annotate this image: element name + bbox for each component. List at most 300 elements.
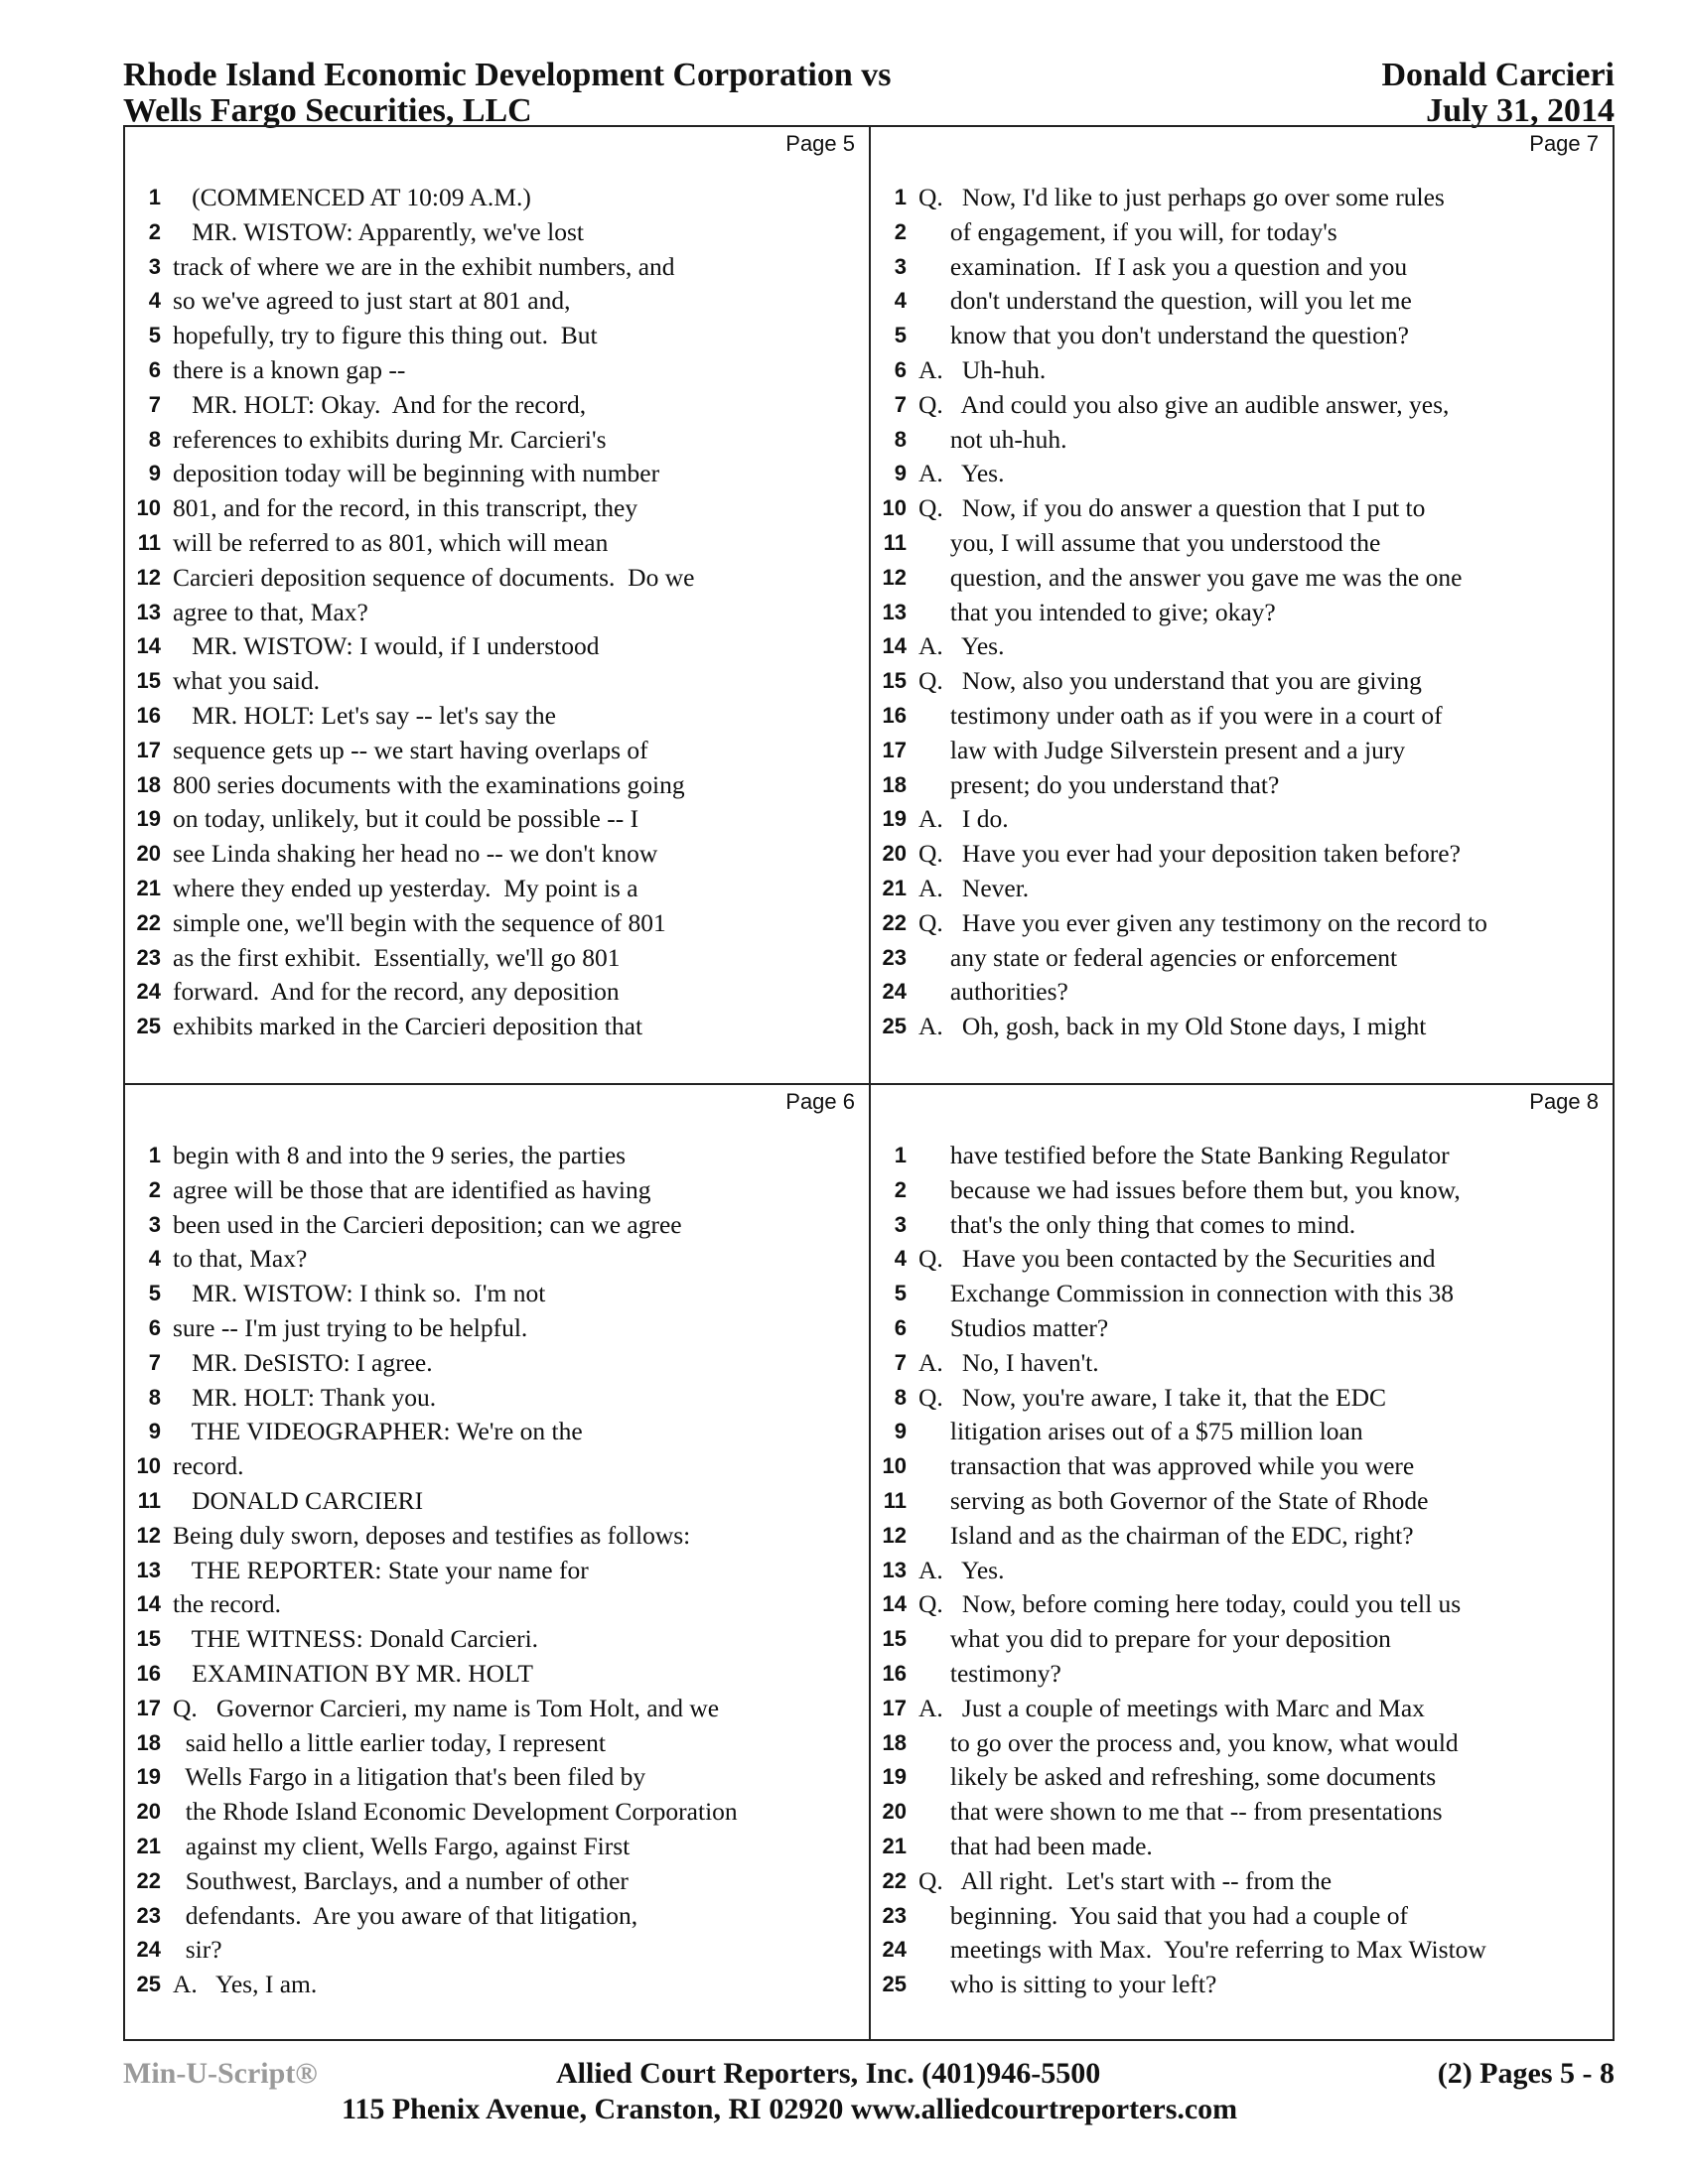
transcript-line [871,1622,1613,1657]
transcript-line [871,457,1613,491]
line-number: 1 [894,1143,907,1167]
line-number: 15 [136,668,161,694]
transcript-line [125,423,869,458]
transcript-line [125,181,869,215]
line-text: agree to that, Max? [173,597,368,626]
line-number: 11 [137,529,161,555]
transcript-line [125,1381,869,1416]
line-number: 10 [136,495,161,521]
transcript-line [125,284,869,319]
transcript-line [125,734,869,768]
line-text: Q. Now, if you do answer a question that I put to [918,493,1426,523]
line-text: Studios matter? [918,1312,1109,1342]
line-text: references to exhibits during Mr. Carcieri's [173,424,607,454]
page-label: Page 8 [1529,1089,1599,1114]
line-text: MR. WISTOW: Apparently, we've lost [173,216,584,246]
transcript-line [125,1726,869,1761]
transcript-line [125,1173,869,1208]
transcript-line [125,1657,869,1692]
transcript-line [125,1760,869,1795]
line-text: MR. WISTOW: I think so. I'm not [173,1279,546,1308]
line-number: 3 [148,253,161,279]
line-text: hopefully, try to figure this thing out. But [173,321,598,350]
transcript-line [871,1484,1613,1519]
line-number: 17 [136,737,161,762]
line-number: 21 [136,1833,161,1858]
line-number: 12 [882,564,907,590]
line-number: 20 [882,841,907,867]
line-text: law with Judge Silverstein present and a jury [918,735,1406,764]
line-number: 2 [148,1176,161,1202]
transcript-line [125,596,869,630]
line-text: Q. Now, you're aware, I take it, that the EDC [918,1382,1387,1412]
line-number: 16 [882,1660,907,1686]
line-number: 17 [136,1695,161,1720]
line-text: THE REPORTER: State your name for [173,1555,589,1584]
case-caption [123,58,892,129]
line-text: MR. DeSISTO: I agree. [173,1347,433,1377]
line-number: 13 [882,1557,907,1582]
line-number: 8 [894,426,907,452]
line-text: Southwest, Barclays, and a number of other [173,1865,629,1895]
witness-info [1381,58,1615,129]
transcript-line [871,1277,1613,1311]
line-number: 19 [136,1764,161,1790]
line-number: 25 [136,1972,161,1997]
line-text: been used in the Carcieri deposition; can we agree [173,1209,682,1239]
transcript-line [125,561,869,596]
line-text: of engagement, if you will, for today's [918,216,1337,246]
transcript-line [125,768,869,803]
line-text: A. Yes. [918,631,1005,661]
line-number: 5 [894,1281,907,1306]
line-text: litigation arises out of a $75 million loan [918,1417,1363,1446]
transcript-line [871,1760,1613,1795]
line-number: 16 [136,1660,161,1686]
line-number: 11 [883,1487,907,1513]
line-number: 25 [882,1014,907,1039]
line-text: A. Uh-huh. [918,354,1047,384]
line-number: 17 [882,1695,907,1720]
transcript-lines [125,181,869,1044]
transcript-line [125,1519,869,1554]
transcript-line [125,664,869,699]
line-number: 15 [136,1626,161,1652]
transcript-line [871,1381,1613,1416]
line-text: Island and as the chairman of the EDC, right? [918,1520,1414,1550]
transcript-line [871,699,1613,734]
transcript-line [871,1692,1613,1726]
line-number: 3 [894,253,907,279]
transcript-line [871,1208,1613,1243]
transcript-line [871,1449,1613,1484]
transcript-line [125,872,869,906]
line-number: 17 [882,737,907,762]
line-number: 10 [882,1453,907,1479]
line-number: 4 [894,288,907,314]
line-number: 6 [148,1314,161,1340]
line-text: don't understand the question, will you let me [918,286,1412,316]
line-text: sure -- I'm just trying to be helpful. [173,1312,528,1342]
line-text: said hello a little earlier today, I represent [173,1727,606,1757]
line-number: 12 [136,1522,161,1548]
line-text: that were shown to me that -- from presentations [918,1797,1443,1827]
transcript-line [871,215,1613,250]
line-number: 8 [894,1384,907,1410]
line-text: have testified before the State Banking Regulator [918,1141,1450,1169]
line-number: 1 [894,185,907,209]
line-text: the record. [173,1589,282,1619]
transcript-line [871,1726,1613,1761]
line-text: as the first exhibit. Essentially, we'll go 801 [173,942,621,972]
line-number: 7 [894,1349,907,1375]
transcript-line [871,664,1613,699]
transcript-line [871,975,1613,1010]
line-number: 14 [136,633,161,659]
line-text: Q. And could you also give an audible answer, yes, [918,389,1450,419]
line-number: 4 [148,1246,161,1272]
line-number: 22 [882,909,907,935]
line-text: see Linda shaking her head no -- we don't know [173,839,658,869]
line-text: track of where we are in the exhibit numbers, and [173,251,675,281]
line-number: 22 [882,1867,907,1893]
line-number: 20 [136,841,161,867]
line-text: where they ended up yesterday. My point is a [173,873,638,902]
transcript-line [125,1622,869,1657]
line-number: 2 [148,218,161,244]
line-number: 7 [148,1349,161,1375]
line-number: 5 [148,323,161,348]
line-text: deposition today will be beginning with number [173,459,660,488]
line-text: simple one, we'll begin with the sequence of 801 [173,907,666,937]
line-text: who is sitting to your left? [918,1970,1217,1999]
transcript-line [871,1242,1613,1277]
transcript-line [871,1139,1613,1173]
line-number: 1 [148,1143,161,1167]
line-number: 22 [136,1867,161,1893]
line-text: the Rhode Island Economic Development Corporation [173,1797,738,1827]
line-text: present; do you understand that? [918,769,1280,799]
line-text: Q. Have you ever given any testimony on the record to [918,907,1487,937]
line-number: 9 [894,461,907,486]
line-text: transaction that was approved while you were [918,1451,1415,1481]
line-text: record. [173,1451,244,1481]
line-text: THE WITNESS: Donald Carcieri. [173,1624,539,1654]
line-text: Exchange Commission in connection with this 38 [918,1279,1454,1308]
line-number: 12 [136,564,161,590]
transcript-line [125,353,869,388]
line-number: 15 [882,668,907,694]
line-text: know that you don't understand the question? [918,321,1409,350]
line-text: Q. Governor Carcieri, my name is Tom Holt, and we [173,1693,720,1722]
line-text: Wells Fargo in a litigation that's been filed by [173,1762,646,1792]
transcript-lines [125,1139,869,2002]
transcript-line [125,1449,869,1484]
transcript-line [871,906,1613,941]
line-text: MR. WISTOW: I would, if I understood [173,631,600,661]
line-text: against my client, Wells Fargo, against First [173,1831,631,1860]
line-number: 7 [148,391,161,417]
line-text: A. No, I haven't. [918,1347,1099,1377]
transcript-line [871,1415,1613,1449]
transcript-line [871,423,1613,458]
line-number: 13 [136,1557,161,1582]
transcript-line [125,1346,869,1381]
transcript-line [125,906,869,941]
line-text: will be referred to as 801, which will mean [173,527,609,557]
line-text: Q. Have you been contacted by the Securities and [918,1244,1436,1274]
line-text: testimony? [918,1658,1061,1688]
line-text: that's the only thing that comes to mind. [918,1209,1356,1239]
line-number: 21 [882,1833,907,1858]
line-text: that you intended to give; okay? [918,597,1276,626]
line-number: 19 [882,1764,907,1790]
line-text: authorities? [918,977,1068,1007]
line-number: 23 [136,944,161,970]
line-text: 800 series documents with the examinations going [173,769,685,799]
line-number: 19 [136,806,161,832]
line-text: likely be asked and refreshing, some documents [918,1762,1437,1792]
transcript-line [125,457,869,491]
line-number: 14 [882,633,907,659]
line-text: to that, Max? [173,1244,308,1274]
line-number: 19 [882,806,907,832]
case-caption-line-1: Rhode Island Economic Development Corporation vs [123,57,892,93]
line-number: 22 [136,909,161,935]
line-number: 4 [894,1246,907,1272]
line-text: Being duly sworn, deposes and testifies as follows: [173,1520,691,1550]
transcript-line [871,629,1613,664]
line-number: 21 [882,875,907,900]
transcript-line [871,250,1613,285]
transcript-line [871,734,1613,768]
line-text: meetings with Max. You're referring to Max Wistow [918,1935,1486,1965]
line-text: to go over the process and, you know, what would [918,1727,1459,1757]
line-number: 4 [148,288,161,314]
line-text: not uh-huh. [918,424,1067,454]
transcript-line [125,1587,869,1622]
line-number: 25 [882,1972,907,1997]
line-number: 9 [148,1419,161,1444]
transcript-line [871,837,1613,872]
transcript-line [125,491,869,526]
line-text: sir? [173,1935,222,1965]
line-text: MR. HOLT: Thank you. [173,1382,437,1412]
case-caption-line-2: Wells Fargo Securities, LLC [123,92,532,129]
transcript-line [125,1311,869,1346]
line-text: exhibits marked in the Carcieri deposition that [173,1012,643,1041]
line-text: defendants. Are you aware of that litigation, [173,1900,638,1930]
transcript-line [125,1277,869,1311]
line-text: (COMMENCED AT 10:09 A.M.) [173,183,531,211]
line-number: 3 [148,1211,161,1237]
line-text: question, and the answer you gave me was the one [918,562,1463,592]
line-number: 14 [882,1591,907,1617]
transcript-lines [871,1139,1613,2002]
transcript-line [871,491,1613,526]
line-text: THE VIDEOGRAPHER: We're on the [173,1417,583,1446]
transcript-line [871,561,1613,596]
line-number: 16 [882,702,907,728]
line-number: 2 [894,218,907,244]
line-number: 16 [136,702,161,728]
line-text: serving as both Governor of the State of Rhode [918,1485,1429,1515]
transcript-line [125,1899,869,1934]
transcript-line [871,596,1613,630]
line-text: MR. HOLT: Let's say -- let's say the [173,700,556,730]
page-label: Page 7 [1529,131,1599,156]
transcript-line [125,941,869,976]
line-number: 1 [148,185,161,209]
transcript-line [871,1010,1613,1044]
transcript-line [125,1554,869,1588]
line-text: that had been made. [918,1831,1153,1860]
transcript-line [871,1899,1613,1934]
transcript-line [125,629,869,664]
transcript-line [125,802,869,837]
deposition-date: July 31, 2014 [1426,92,1615,129]
line-number: 9 [148,461,161,486]
page-label: Page 5 [785,131,855,156]
line-text: A. Just a couple of meetings with Marc and Max [918,1693,1425,1722]
line-number: 18 [882,771,907,797]
line-number: 12 [882,1522,907,1548]
line-number: 6 [894,1314,907,1340]
transcript-line [125,1415,869,1449]
transcript-line [125,250,869,285]
line-text: A. Yes. [918,1555,1005,1584]
transcript-line [125,1968,869,2002]
line-number: 10 [882,495,907,521]
line-text: Carcieri deposition sequence of documents. Do we [173,562,695,592]
line-text: Q. Now, also you understand that you are giving [918,666,1422,696]
transcript-line [125,1242,869,1277]
line-number: 18 [136,1729,161,1755]
line-number: 24 [136,1937,161,1963]
line-number: 6 [148,356,161,382]
line-text: Q. All right. Let's start with -- from the [918,1865,1333,1895]
transcript-line [871,802,1613,837]
transcript-line [871,181,1613,215]
line-text: A. Oh, gosh, back in my Old Stone days, I might [918,1012,1427,1041]
line-text: A. Yes. [918,459,1005,488]
line-text: on today, unlikely, but it could be possible -- I [173,804,639,834]
transcript-line [871,319,1613,353]
line-number: 23 [136,1902,161,1928]
transcript-page [871,1085,1613,2041]
transcript-line [871,1311,1613,1346]
transcript-grid [123,125,1615,2041]
line-text: begin with 8 and into the 9 series, the parties [173,1141,627,1169]
transcript-line [871,1968,1613,2002]
line-number: 24 [136,979,161,1005]
line-number: 18 [882,1729,907,1755]
transcript-line [871,388,1613,423]
transcript-line [871,1173,1613,1208]
line-number: 20 [882,1799,907,1825]
transcript-line [125,837,869,872]
line-number: 13 [882,599,907,624]
line-number: 9 [894,1419,907,1444]
transcript-line [871,941,1613,976]
line-number: 5 [148,1281,161,1306]
line-number: 7 [894,391,907,417]
transcript-line [871,1830,1613,1864]
line-number: 5 [894,323,907,348]
line-text: Q. Now, before coming here today, could you tell us [918,1589,1462,1619]
transcript-line [125,1139,869,1173]
line-text: because we had issues before them but, you know, [918,1174,1461,1204]
transcript-line [125,1933,869,1968]
line-text: MR. HOLT: Okay. And for the record, [173,389,587,419]
line-number: 23 [882,1902,907,1928]
line-number: 14 [136,1591,161,1617]
line-number: 10 [136,1453,161,1479]
line-number: 24 [882,1937,907,1963]
line-text: A. Yes, I am. [173,1970,318,1999]
line-number: 11 [883,529,907,555]
line-text: A. Never. [918,873,1030,902]
line-number: 2 [894,1176,907,1202]
line-number: 24 [882,979,907,1005]
line-text: EXAMINATION BY MR. HOLT [173,1658,533,1688]
line-number: 3 [894,1211,907,1237]
reporter-address: 115 Phenix Avenue, Cranston, RI 02920 www.alliedcourtreporters.com [342,2093,1238,2125]
transcript-line [125,1830,869,1864]
transcript-line [125,526,869,561]
brand-mark: Min-U-Script® [123,2057,318,2090]
transcript-lines [871,181,1613,1044]
transcript-line [125,1864,869,1899]
line-text: Q. Have you ever had your deposition taken before? [918,839,1461,869]
transcript-line [125,388,869,423]
transcript-line [125,1484,869,1519]
line-text: beginning. You said that you had a couple of [918,1900,1408,1930]
transcript-line [125,699,869,734]
line-text: what you did to prepare for your deposition [918,1624,1391,1654]
transcript-line [871,1519,1613,1554]
line-number: 15 [882,1626,907,1652]
line-text: forward. And for the record, any deposition [173,977,620,1007]
witness-name: Donald Carcieri [1381,57,1615,93]
line-number: 6 [894,356,907,382]
line-number: 11 [137,1487,161,1513]
line-text: A. I do. [918,804,1009,834]
transcript-line [871,1587,1613,1622]
line-number: 8 [148,1384,161,1410]
transcript-line [125,975,869,1010]
line-number: 25 [136,1014,161,1039]
page-range: (2) Pages 5 - 8 [1437,2057,1615,2090]
line-text: Q. Now, I'd like to just perhaps go over some rules [918,183,1445,211]
transcript-line [871,872,1613,906]
transcript-line [871,284,1613,319]
transcript-line [871,1554,1613,1588]
line-number: 20 [136,1799,161,1825]
transcript-line [125,1795,869,1830]
line-text: 801, and for the record, in this transcript, they [173,493,638,523]
line-number: 8 [148,426,161,452]
transcript-line [871,1864,1613,1899]
line-number: 13 [136,599,161,624]
line-text: so we've agreed to just start at 801 and, [173,286,571,316]
transcript-line [871,1933,1613,1968]
transcript-page [871,127,1613,1085]
line-number: 18 [136,771,161,797]
page-label: Page 6 [785,1089,855,1114]
line-number: 23 [882,944,907,970]
line-text: you, I will assume that you understood the [918,527,1381,557]
